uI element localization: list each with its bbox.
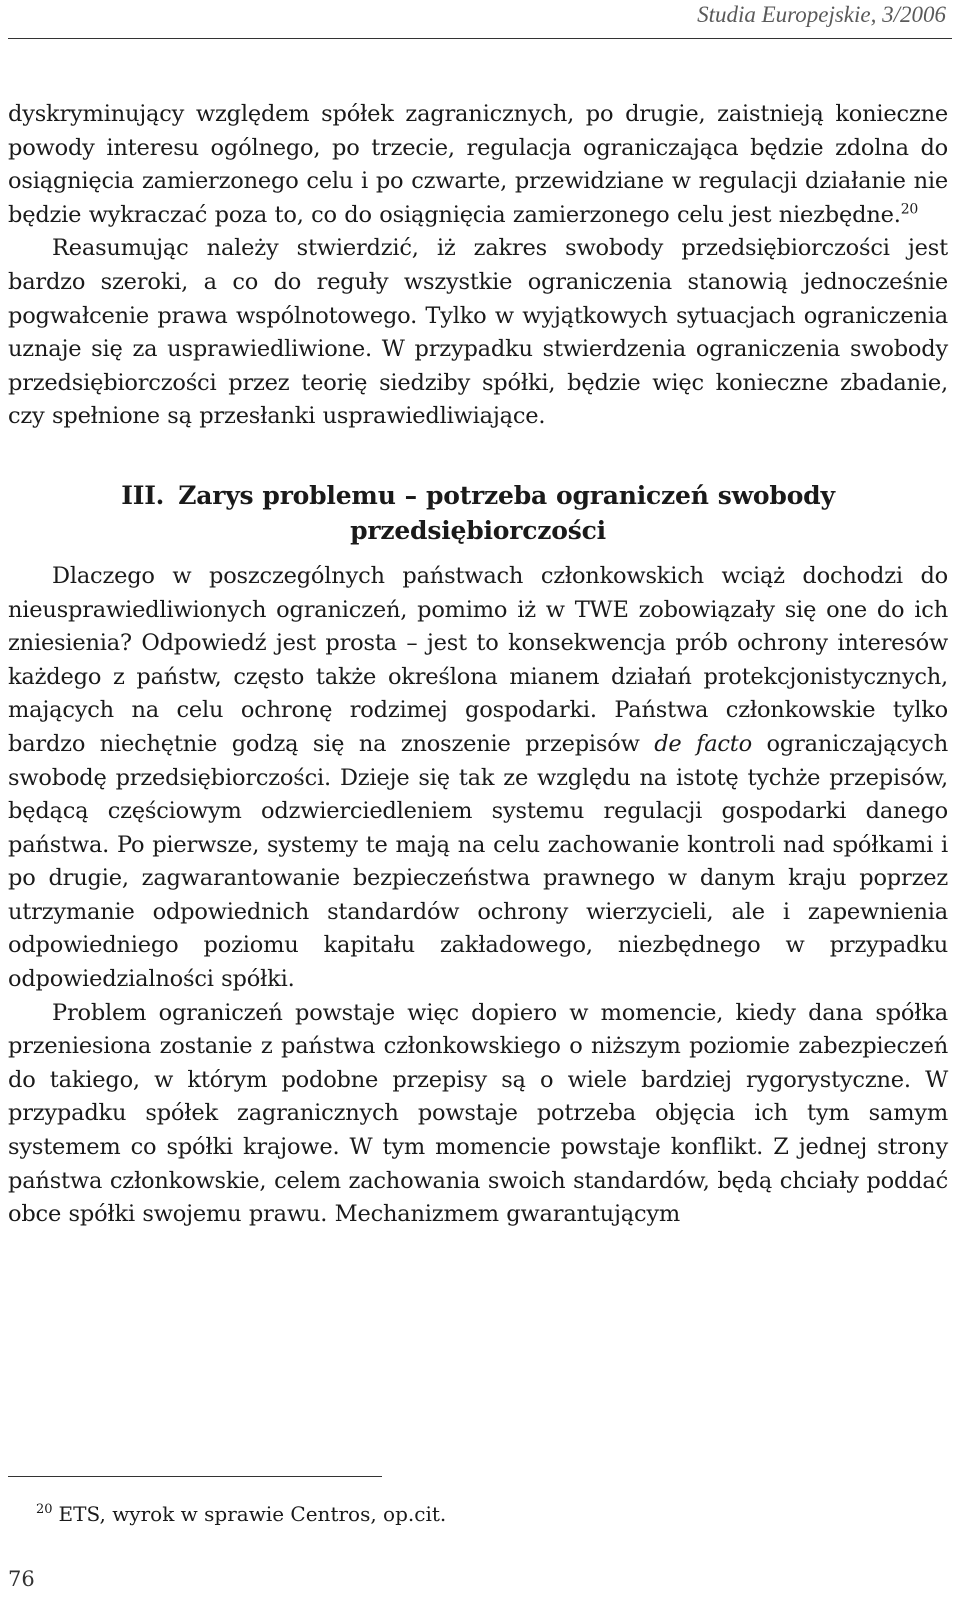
footnote-mark: 20 <box>36 1502 53 1518</box>
paragraph-3 <box>8 560 948 997</box>
paragraph-2: Reasumując należy stwierdzić, iż zakres swobody przedsiębiorczości jest bardzo szeroki, a co do reguły wszystkie ograniczenia stanowią jednocześnie pogwałcenie prawa wspólnotowego. Tylko w wyjątkowych sytuacjach ograniczenia uznaje się za usprawiedliwione. W przypadku stwierdzenia ograniczenia swobody przedsiębiorczości przez teorię siedziby spółki, będzie więc konieczne zbadanie, czy spełnione są przesłanki usprawiedliwiające. <box>8 235 948 430</box>
journal-title: Studia Europejskie, 3/2006 <box>697 2 946 27</box>
main-text <box>8 98 948 1232</box>
footnote-text: ETS, wyrok w sprawie Centros, op.cit. <box>58 1502 447 1526</box>
paragraph-4: Problem ograniczeń powstaje więc dopiero w momencie, kiedy dana spółka przeniesiona zostanie z państwa członkowskiego o niższym poziomie zabezpieczeń do takiego, w którym podobne przepisy są o wiele bardziej rygorystyczne. W przypadku spółek zagranicznych powstaje potrzeba objęcia ich tym samym systemem co spółki krajowe. W tym momencie powstaje konflikt. Z jednej strony państwa członkowskie, celem zachowania swoich standardów, będą chciały poddać obce spółki swojemu prawu. Mechanizmem gwarantującym <box>8 999 948 1228</box>
footnote-20 <box>36 1502 446 1526</box>
paragraph-3-text-a: Dlaczego w poszczególnych państwach członkowskich wciąż dochodzi do nieusprawiedliwionych ograniczeń, pomimo iż w TWE zobowiązały się one do ich zniesienia? Odpowiedź jest prosta – jest to konsekwencja prób ochrony interesów każdego z państw, często także określona mianem działań protekcjonistycznych, mających na celu ochronę rodzimej gospodarki. Państwa członkowskie tylko bardzo niechętnie godzą się na znoszenie przepisów <box>8 562 948 757</box>
paragraph-1-text: dyskryminujący względem spółek zagranicznych, po drugie, zaistnieją konieczne powody interesu ogólnego, po trzecie, regulacja ograniczająca będzie zdolna do osiągnięcia zamierzonego celu i po czwarte, przewidziane w regulacji działanie nie będzie wykraczać poza to, co do osiągnięcia zamierzonego celu jest niezbędne. <box>8 101 948 228</box>
paragraph-1 <box>8 98 948 232</box>
running-header <box>0 0 960 40</box>
page-number: 76 <box>8 1567 35 1591</box>
section-heading <box>8 478 948 548</box>
paragraph-3-text-b: ograniczających swobodę przedsiębiorczości. Dzieje się tak ze względu na istotę tychże przepisów, będącą częściowym odzwierciedleniem systemu regulacji gospodarki danego państwa. Po pierwsze, systemy te mają na celu zachowanie kontroli nad spółkami i po drugie, zagwarantowanie bezpieczeństwa prawnego w danym kraju poprzez utrzymanie odpowiednich standardów ochrony wierzycieli, ale i zapewnienia odpowiedniego poziomu kapitału zakładowego, niezbędnego w przypadku odpowiedzialności spółki. <box>8 730 948 993</box>
section-number: III. <box>121 480 165 510</box>
footnote-rule <box>8 1476 382 1477</box>
footnote-reference: 20 <box>900 201 919 218</box>
section-title-text: Zarys problemu – potrzeba ograniczeń swobody przedsiębiorczości <box>178 480 835 545</box>
header-rule <box>8 38 952 39</box>
italic-phrase: de facto <box>654 730 752 757</box>
